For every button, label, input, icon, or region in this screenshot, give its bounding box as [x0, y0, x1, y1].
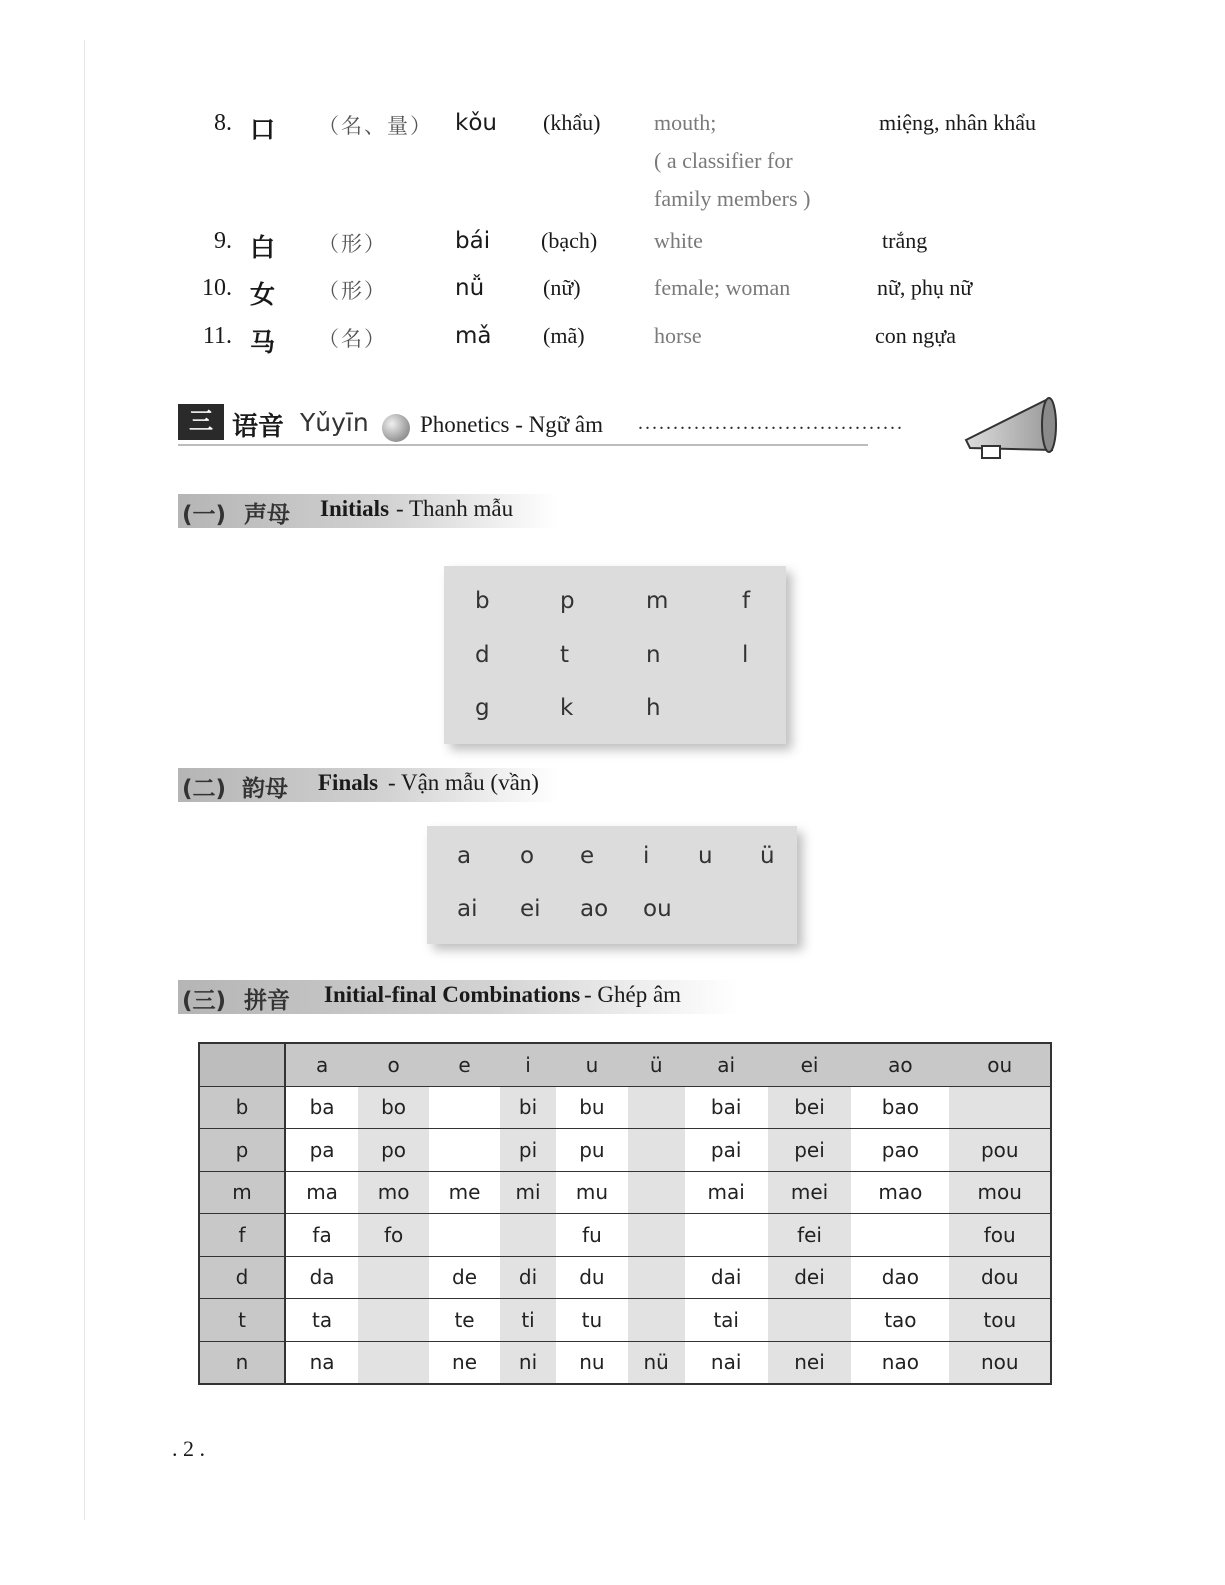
- vocab-part-of-speech: （形）: [318, 232, 387, 256]
- table-cell: fa: [285, 1214, 358, 1257]
- initial-letter: d: [475, 642, 490, 668]
- table-cell: ti: [500, 1299, 556, 1342]
- table-cell: [358, 1256, 429, 1299]
- table-cell: te: [429, 1299, 500, 1342]
- finals-heading: [178, 768, 558, 802]
- vocab-part-of-speech: （名、量）: [318, 114, 433, 138]
- vocab-vietnamese: con ngựa: [875, 323, 956, 348]
- vocab-number: 9.: [214, 228, 232, 254]
- vocab-vietnamese: nữ, phụ nữ: [877, 275, 973, 300]
- final-vowel: u: [698, 843, 713, 869]
- table-cell: [500, 1214, 556, 1257]
- final-vowel: ou: [643, 896, 672, 922]
- initial-letter: b: [475, 588, 490, 614]
- combination-table: [198, 1042, 1052, 1385]
- table-cell: [768, 1299, 851, 1342]
- subsection-english: Initials: [320, 496, 390, 521]
- subsection-number: (一): [182, 502, 227, 528]
- table-cell: nu: [556, 1341, 628, 1384]
- table-cell: [628, 1214, 685, 1257]
- page-number: . 2 .: [172, 1436, 205, 1461]
- vocab-row: [0, 275, 1225, 315]
- subsection-number: (二): [182, 776, 227, 802]
- table-cell: fo: [358, 1214, 429, 1257]
- table-cell: nao: [851, 1341, 949, 1384]
- table-cell: bu: [556, 1086, 628, 1129]
- vocab-number: 11.: [202, 323, 232, 349]
- combinations-heading: [178, 980, 738, 1014]
- vocab-english: female; woman: [654, 275, 791, 300]
- table-cell: [949, 1086, 1051, 1129]
- section-title-chinese: 语音: [232, 412, 285, 442]
- table-cell: du: [556, 1256, 628, 1299]
- table-cell: po: [358, 1129, 429, 1172]
- row-header: d: [199, 1256, 285, 1299]
- row-header: m: [199, 1171, 285, 1214]
- table-cell: pei: [768, 1129, 851, 1172]
- table-cell: mi: [500, 1171, 556, 1214]
- table-cell: fei: [768, 1214, 851, 1257]
- table-cell: mu: [556, 1171, 628, 1214]
- table-cell: ta: [285, 1299, 358, 1342]
- table-row: [199, 1086, 1051, 1129]
- subsection-chinese: 韵母: [242, 776, 288, 802]
- table-cell: pou: [949, 1129, 1051, 1172]
- vocab-part-of-speech: （形）: [318, 279, 387, 303]
- table-cell: mao: [851, 1171, 949, 1214]
- subsection-english: Initial-final Combinations: [324, 982, 581, 1007]
- table-cell: [429, 1214, 500, 1257]
- subsection-vietnamese: - Thanh mẫu: [396, 496, 514, 521]
- vocab-pinyin: kǒu: [455, 110, 497, 136]
- column-header: ü: [628, 1043, 685, 1086]
- column-header: ou: [949, 1043, 1051, 1086]
- section-title: Phonetics - Ngữ âm: [420, 412, 604, 437]
- row-header: p: [199, 1129, 285, 1172]
- table-cell: [685, 1214, 768, 1257]
- table-cell: na: [285, 1341, 358, 1384]
- table-cell: di: [500, 1256, 556, 1299]
- table-cell: mou: [949, 1171, 1051, 1214]
- column-header: ei: [768, 1043, 851, 1086]
- dotted-leader: ......................................: [638, 412, 904, 434]
- vocab-hanviet: (khẩu): [543, 110, 601, 135]
- vocab-row: [0, 228, 1225, 268]
- row-header: n: [199, 1341, 285, 1384]
- table-cell: [429, 1086, 500, 1129]
- table-header-row: [199, 1043, 1051, 1086]
- table-cell: ne: [429, 1341, 500, 1384]
- subsection-chinese: 声母: [244, 502, 290, 528]
- subsection-vietnamese: - Ghép âm: [584, 982, 682, 1007]
- initial-letter: p: [560, 588, 575, 614]
- section-heading: [178, 402, 1068, 446]
- table-cell: mo: [358, 1171, 429, 1214]
- table-cell: [851, 1214, 949, 1257]
- table-cell: mai: [685, 1171, 768, 1214]
- megaphone-icon: [962, 392, 1062, 462]
- initial-letter: f: [742, 588, 751, 614]
- initial-letter: k: [560, 695, 574, 721]
- table-cell: bai: [685, 1086, 768, 1129]
- initial-letter: h: [646, 695, 661, 721]
- initial-letter: l: [742, 642, 749, 668]
- initial-letter: t: [560, 642, 570, 668]
- bullet-ball-icon: [382, 414, 410, 442]
- table-cell: pa: [285, 1129, 358, 1172]
- subsection-english: Finals: [318, 770, 379, 795]
- initials-heading: [178, 494, 558, 528]
- table-row: [199, 1171, 1051, 1214]
- column-header: u: [556, 1043, 628, 1086]
- vocab-english: white: [654, 228, 703, 253]
- vocab-character: 女: [250, 280, 276, 309]
- initial-letter: g: [475, 695, 490, 721]
- table-cell: [628, 1299, 685, 1342]
- table-cell: [628, 1256, 685, 1299]
- vocab-vietnamese: trắng: [882, 228, 928, 253]
- section-title-pinyin: Yǔyīn: [300, 408, 369, 437]
- final-vowel: i: [643, 843, 650, 869]
- subsection-number: (三): [182, 988, 227, 1014]
- final-vowel: ei: [520, 896, 541, 922]
- vocab-english-line: ( a classifier for: [654, 148, 793, 173]
- table-cell: me: [429, 1171, 500, 1214]
- final-vowel: o: [520, 843, 535, 869]
- vocab-number: 10.: [202, 275, 232, 301]
- final-vowel: e: [580, 843, 595, 869]
- initial-letter: m: [646, 588, 669, 614]
- table-cell: ni: [500, 1341, 556, 1384]
- table-cell: dao: [851, 1256, 949, 1299]
- vocab-pinyin: bái: [455, 228, 491, 254]
- vocab-hanviet: (nữ): [543, 275, 581, 300]
- section-number-badge: 三: [178, 404, 224, 440]
- table-cell: [358, 1341, 429, 1384]
- vocab-english: [654, 104, 810, 218]
- vocab-hanviet: (bạch): [541, 228, 598, 253]
- final-vowel: a: [457, 843, 472, 869]
- vocab-number: 8.: [214, 110, 232, 136]
- table-cell: bo: [358, 1086, 429, 1129]
- initials-panel: [444, 566, 786, 744]
- vocab-english-line: family members ): [654, 186, 811, 211]
- table-cell: nei: [768, 1341, 851, 1384]
- table-cell: tu: [556, 1299, 628, 1342]
- table-cell: nai: [685, 1341, 768, 1384]
- table-cell: nou: [949, 1341, 1051, 1384]
- finals-panel: [427, 826, 797, 944]
- table-cell: bao: [851, 1086, 949, 1129]
- vocab-hanviet: (mã): [543, 323, 585, 348]
- vocab-vietnamese: miệng, nhân khẩu: [879, 110, 1037, 135]
- column-header: o: [358, 1043, 429, 1086]
- table-cell: [628, 1129, 685, 1172]
- table-cell: ba: [285, 1086, 358, 1129]
- vocab-character: 白: [250, 233, 276, 262]
- final-vowel: ü: [760, 843, 775, 869]
- final-vowel: ao: [580, 896, 609, 922]
- column-header: ao: [851, 1043, 949, 1086]
- section-underline: [178, 444, 868, 446]
- vocab-row: [0, 110, 1225, 211]
- vocab-pinyin: mǎ: [455, 323, 492, 349]
- vocab-row: [0, 323, 1225, 363]
- table-cell: [628, 1086, 685, 1129]
- table-cell: da: [285, 1256, 358, 1299]
- vocab-english-line: mouth;: [654, 110, 717, 135]
- table-cell: de: [429, 1256, 500, 1299]
- row-header: b: [199, 1086, 285, 1129]
- column-header: i: [500, 1043, 556, 1086]
- final-vowel: ai: [457, 896, 478, 922]
- table-row: [199, 1214, 1051, 1257]
- table-cell: dei: [768, 1256, 851, 1299]
- table-cell: fu: [556, 1214, 628, 1257]
- row-header: f: [199, 1214, 285, 1257]
- table-cell: pu: [556, 1129, 628, 1172]
- table-corner: [199, 1043, 285, 1086]
- table-cell: [628, 1171, 685, 1214]
- column-header: a: [285, 1043, 358, 1086]
- table-cell: nü: [628, 1341, 685, 1384]
- subsection-chinese: 拼音: [244, 988, 290, 1014]
- row-header: t: [199, 1299, 285, 1342]
- vocab-character: 马: [250, 328, 276, 357]
- table-cell: pao: [851, 1129, 949, 1172]
- table-cell: tao: [851, 1299, 949, 1342]
- table-cell: pai: [685, 1129, 768, 1172]
- table-row: [199, 1256, 1051, 1299]
- table-row: [199, 1129, 1051, 1172]
- table-cell: tou: [949, 1299, 1051, 1342]
- table-cell: tai: [685, 1299, 768, 1342]
- column-header: e: [429, 1043, 500, 1086]
- column-header: ai: [685, 1043, 768, 1086]
- table-cell: dai: [685, 1256, 768, 1299]
- table-cell: [429, 1129, 500, 1172]
- table-cell: mei: [768, 1171, 851, 1214]
- table-cell: [358, 1299, 429, 1342]
- subsection-vietnamese: - Vận mẫu (vần): [388, 770, 539, 795]
- table-cell: fou: [949, 1214, 1051, 1257]
- vocab-pinyin: nǚ: [455, 275, 485, 301]
- vocab-english: horse: [654, 323, 702, 348]
- vocab-part-of-speech: （名）: [318, 327, 387, 351]
- table-row: [199, 1299, 1051, 1342]
- table-cell: bi: [500, 1086, 556, 1129]
- initial-letter: n: [646, 642, 661, 668]
- vocab-character: 口: [250, 115, 276, 144]
- table-cell: dou: [949, 1256, 1051, 1299]
- table-row: [199, 1341, 1051, 1384]
- table-cell: ma: [285, 1171, 358, 1214]
- table-cell: bei: [768, 1086, 851, 1129]
- table-cell: pi: [500, 1129, 556, 1172]
